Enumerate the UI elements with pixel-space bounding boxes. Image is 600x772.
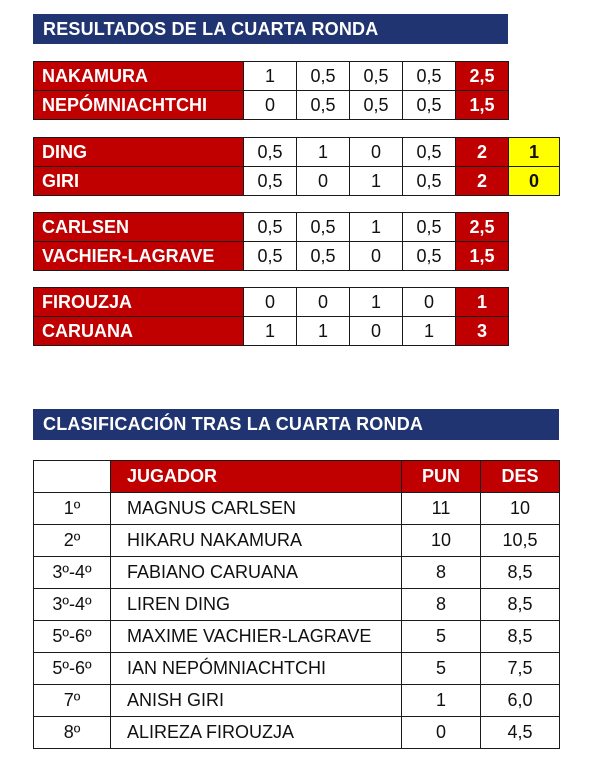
game-score: 0,5 (244, 242, 297, 271)
tiebreak: 6,0 (481, 685, 560, 717)
match-row (34, 138, 560, 167)
results-title: RESULTADOS DE LA CUARTA RONDA (33, 14, 508, 44)
match-total: 1,5 (456, 91, 509, 120)
position: 1º (34, 493, 111, 525)
game-score: 0 (350, 138, 403, 167)
game-score: 0,5 (403, 213, 456, 242)
player-name: CARUANA (34, 317, 244, 346)
standings-header-row (34, 461, 560, 493)
game-score: 1 (350, 213, 403, 242)
player-name: FIROUZJA (34, 288, 244, 317)
game-score: 1 (297, 317, 350, 346)
match-table-1 (33, 61, 509, 120)
position: 3º-4º (34, 589, 111, 621)
game-score: 0 (403, 288, 456, 317)
tiebreak: 10 (481, 493, 560, 525)
points: 8 (402, 557, 481, 589)
points: 10 (402, 525, 481, 557)
match-table-2 (33, 137, 560, 196)
game-score: 0,5 (297, 242, 350, 271)
game-score: 0 (350, 242, 403, 271)
match-row (34, 167, 560, 196)
position-header (34, 461, 111, 493)
position: 5º-6º (34, 653, 111, 685)
match-row (34, 62, 509, 91)
game-score: 0,5 (403, 167, 456, 196)
tiebreak: 8,5 (481, 589, 560, 621)
game-score: 0,5 (403, 62, 456, 91)
tiebreak-score: 1 (509, 138, 560, 167)
game-score: 0,5 (297, 91, 350, 120)
match-row (34, 288, 509, 317)
position: 3º-4º (34, 557, 111, 589)
match-total: 2 (456, 138, 509, 167)
player: MAGNUS CARLSEN (111, 493, 402, 525)
player: FABIANO CARUANA (111, 557, 402, 589)
player-header: JUGADOR (111, 461, 402, 493)
game-score: 0,5 (297, 213, 350, 242)
table-row (34, 717, 560, 749)
player-name: GIRI (34, 167, 244, 196)
player-name: VACHIER-LAGRAVE (34, 242, 244, 271)
match-total: 3 (456, 317, 509, 346)
game-score: 0,5 (244, 138, 297, 167)
game-score: 0,5 (244, 213, 297, 242)
player: ANISH GIRI (111, 685, 402, 717)
tiebreak: 10,5 (481, 525, 560, 557)
game-score: 0,5 (350, 62, 403, 91)
game-score: 0,5 (244, 167, 297, 196)
game-score: 0,5 (403, 242, 456, 271)
position: 5º-6º (34, 621, 111, 653)
position: 7º (34, 685, 111, 717)
table-row (34, 557, 560, 589)
points-header: PUN (402, 461, 481, 493)
table-row (34, 653, 560, 685)
standings-title: CLASIFICACIÓN TRAS LA CUARTA RONDA (33, 409, 559, 440)
points: 0 (402, 717, 481, 749)
tiebreak: 7,5 (481, 653, 560, 685)
tiebreak: 8,5 (481, 557, 560, 589)
match-total: 1,5 (456, 242, 509, 271)
points: 1 (402, 685, 481, 717)
points: 5 (402, 653, 481, 685)
table-row (34, 525, 560, 557)
player-name: CARLSEN (34, 213, 244, 242)
points: 8 (402, 589, 481, 621)
game-score: 0,5 (297, 62, 350, 91)
game-score: 1 (403, 317, 456, 346)
match-row (34, 242, 509, 271)
tiebreak-score: 0 (509, 167, 560, 196)
match-total: 2,5 (456, 62, 509, 91)
tiebreak: 4,5 (481, 717, 560, 749)
game-score: 0 (297, 167, 350, 196)
match-row (34, 91, 509, 120)
game-score: 0,5 (403, 138, 456, 167)
match-table-3 (33, 212, 509, 271)
match-total: 2,5 (456, 213, 509, 242)
game-score: 0 (350, 317, 403, 346)
game-score: 0 (244, 288, 297, 317)
game-score: 0 (244, 91, 297, 120)
player: MAXIME VACHIER-LAGRAVE (111, 621, 402, 653)
match-table-4 (33, 287, 509, 346)
tiebreak: 8,5 (481, 621, 560, 653)
match-total: 2 (456, 167, 509, 196)
game-score: 0,5 (403, 91, 456, 120)
table-row (34, 589, 560, 621)
game-score: 1 (350, 288, 403, 317)
player-name: DING (34, 138, 244, 167)
player-name: NEPÓMNIACHTCHI (34, 91, 244, 120)
game-score: 1 (244, 317, 297, 346)
player: LIREN DING (111, 589, 402, 621)
player: IAN NEPÓMNIACHTCHI (111, 653, 402, 685)
table-row (34, 621, 560, 653)
game-score: 0 (297, 288, 350, 317)
table-row (34, 493, 560, 525)
game-score: 1 (244, 62, 297, 91)
game-score: 1 (297, 138, 350, 167)
match-total: 1 (456, 288, 509, 317)
match-row (34, 213, 509, 242)
game-score: 0,5 (350, 91, 403, 120)
player-name: NAKAMURA (34, 62, 244, 91)
player: HIKARU NAKAMURA (111, 525, 402, 557)
tiebreak-header: DES (481, 461, 560, 493)
position: 2º (34, 525, 111, 557)
points: 5 (402, 621, 481, 653)
match-row (34, 317, 509, 346)
table-row (34, 685, 560, 717)
player: ALIREZA FIROUZJA (111, 717, 402, 749)
points: 11 (402, 493, 481, 525)
game-score: 1 (350, 167, 403, 196)
position: 8º (34, 717, 111, 749)
standings-table (33, 460, 560, 749)
